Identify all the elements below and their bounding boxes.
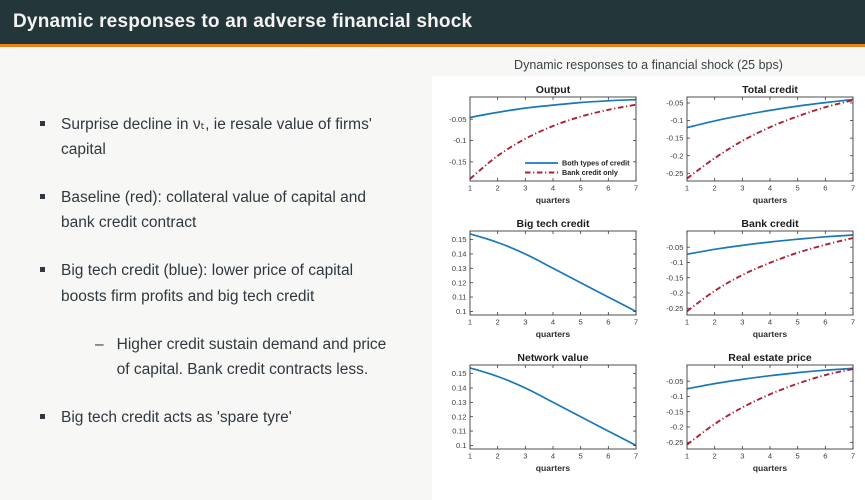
- figure-grid: [432, 84, 865, 486]
- chart-title: Network value: [517, 352, 589, 364]
- y-tick-label: -0.25: [665, 437, 684, 447]
- square-bullet-icon: [40, 267, 45, 272]
- x-tick-label: 4: [551, 183, 556, 193]
- plot-svg-real-estate-price: [649, 352, 865, 482]
- plot-svg-bank-credit: [649, 218, 865, 348]
- x-axis-label: quarters: [536, 195, 571, 205]
- bullet-item: [38, 258, 400, 308]
- y-tick-label: -0.15: [665, 273, 684, 283]
- chart-title: Real estate price: [728, 352, 812, 364]
- subplot-big-tech-credit: [432, 218, 649, 352]
- bullet-item: [38, 185, 400, 235]
- x-tick-label: 1: [684, 317, 689, 327]
- y-tick-label: 0.11: [452, 426, 467, 436]
- square-bullet-icon: [40, 414, 45, 419]
- y-tick-label: -0.2: [670, 288, 684, 298]
- subplot-bank-credit: [649, 218, 865, 352]
- y-tick-label: -0.1: [670, 258, 684, 268]
- y-tick-label: -0.1: [670, 116, 684, 126]
- x-tick-label: 4: [767, 183, 772, 193]
- x-tick-label: 2: [712, 183, 717, 193]
- subplot-real-estate-price: [649, 352, 865, 486]
- x-tick-label: 1: [684, 183, 689, 193]
- y-tick-label: 0.12: [451, 412, 467, 422]
- page-title: Dynamic responses to an adverse financial shock: [13, 11, 473, 32]
- y-tick-label: -0.2: [670, 151, 684, 161]
- y-tick-label: -0.1: [453, 136, 467, 146]
- x-tick-label: 2: [712, 317, 717, 327]
- chart-title: Total credit: [741, 84, 798, 96]
- x-axis-label: quarters: [536, 329, 571, 339]
- x-axis-label: quarters: [752, 463, 787, 473]
- plot-svg-total-credit: [649, 84, 865, 214]
- figure-caption: Dynamic responses to a financial shock (25 bps): [514, 58, 783, 72]
- x-tick-label: 6: [606, 183, 611, 193]
- y-tick-label: -0.25: [665, 303, 684, 313]
- x-tick-label: 3: [523, 183, 528, 193]
- x-tick-label: 5: [795, 183, 800, 193]
- x-tick-label: 7: [850, 451, 855, 461]
- plot-svg-output: [432, 84, 648, 214]
- x-tick-label: 3: [739, 317, 745, 327]
- plot-area: [687, 365, 853, 449]
- subplot-total-credit: [649, 84, 865, 218]
- bullet-item: [95, 332, 400, 382]
- x-tick-label: 4: [767, 317, 772, 327]
- x-tick-label: 1: [468, 183, 473, 193]
- y-tick-label: 0.15: [451, 235, 467, 245]
- subplot-output: [432, 84, 649, 218]
- x-tick-label: 4: [551, 451, 556, 461]
- x-tick-label: 4: [767, 451, 772, 461]
- y-tick-label: -0.05: [665, 376, 684, 386]
- y-tick-label: -0.15: [665, 407, 684, 417]
- accent-line: [0, 44, 865, 47]
- y-tick-label: 0.15: [451, 369, 467, 379]
- x-tick-label: 3: [739, 183, 745, 193]
- plot-svg-network-value: [432, 352, 648, 482]
- chart-title: Bank credit: [741, 218, 799, 230]
- x-tick-label: 5: [578, 317, 584, 327]
- y-tick-label: -0.2: [670, 422, 684, 432]
- x-tick-label: 5: [795, 317, 800, 327]
- figure-column: [432, 52, 865, 496]
- y-tick-label: -0.1: [670, 392, 684, 402]
- x-tick-label: 5: [578, 183, 584, 193]
- subplot-network-value: [432, 352, 649, 486]
- y-tick-label: 0.1: [456, 441, 467, 451]
- y-tick-label: 0.12: [451, 278, 467, 288]
- bullet-text: Higher credit sustain demand and price of capital. Bank credit contracts less.: [116, 335, 387, 378]
- y-tick-label: 0.14: [451, 383, 467, 393]
- y-tick-label: -0.05: [665, 242, 684, 252]
- y-tick-label: 0.13: [451, 263, 467, 273]
- dash-bullet-icon: –: [95, 335, 104, 353]
- plot-area: [470, 231, 636, 315]
- header-bar: [0, 0, 865, 44]
- x-axis-label: quarters: [752, 329, 787, 339]
- y-tick-label: 0.1: [456, 307, 467, 317]
- bullet-item: [38, 112, 400, 162]
- y-tick-label: 0.13: [451, 397, 467, 407]
- x-tick-label: 6: [822, 451, 828, 461]
- bullet-item: [38, 405, 400, 430]
- chart-title: Big tech credit: [516, 218, 590, 230]
- chart-title: Output: [536, 84, 571, 96]
- y-tick-label: -0.25: [665, 168, 684, 178]
- bullet-text: Surprise decline in νₜ, ie resale value of firms' capital: [61, 116, 372, 159]
- bullet-text: Big tech credit acts as 'spare tyre': [61, 408, 292, 426]
- x-tick-label: 5: [795, 451, 800, 461]
- x-tick-label: 3: [523, 451, 528, 461]
- x-tick-label: 7: [850, 317, 855, 327]
- square-bullet-icon: [40, 194, 45, 199]
- x-axis-label: quarters: [536, 463, 571, 473]
- x-tick-label: 4: [551, 317, 556, 327]
- x-tick-label: 7: [634, 183, 639, 193]
- bullet-text: Big tech credit (blue): lower price of capital boosts firm profits and big tech credit: [61, 262, 354, 305]
- x-tick-label: 2: [495, 317, 501, 327]
- y-tick-label: -0.05: [449, 114, 467, 124]
- y-tick-label: -0.15: [665, 133, 684, 143]
- x-tick-label: 3: [739, 451, 745, 461]
- y-tick-label: -0.15: [449, 157, 467, 167]
- x-tick-label: 1: [684, 451, 689, 461]
- x-tick-label: 7: [634, 451, 639, 461]
- x-tick-label: 2: [712, 451, 717, 461]
- legend-label: Both types of credit: [562, 158, 630, 168]
- plot-area: [470, 365, 636, 449]
- bullet-list: [38, 112, 400, 453]
- figure-panel: [432, 76, 865, 500]
- x-tick-label: 2: [495, 183, 501, 193]
- x-tick-label: 6: [822, 317, 828, 327]
- x-tick-label: 6: [606, 451, 611, 461]
- y-tick-label: 0.11: [452, 292, 467, 302]
- x-tick-label: 1: [468, 317, 473, 327]
- plot-svg-big-tech-credit: [432, 218, 648, 348]
- legend-label: Bank credit only: [562, 168, 619, 178]
- x-tick-label: 3: [523, 317, 528, 327]
- x-tick-label: 7: [850, 183, 855, 193]
- y-tick-label: 0.14: [451, 249, 467, 259]
- x-tick-label: 5: [578, 451, 584, 461]
- x-axis-label: quarters: [752, 195, 787, 205]
- x-tick-label: 6: [822, 183, 828, 193]
- y-tick-label: -0.05: [665, 98, 684, 108]
- x-tick-label: 7: [634, 317, 639, 327]
- x-tick-label: 2: [495, 451, 501, 461]
- x-tick-label: 1: [468, 451, 473, 461]
- bullet-text: Baseline (red): collateral value of capital and bank credit contract: [61, 189, 367, 232]
- x-tick-label: 6: [606, 317, 611, 327]
- square-bullet-icon: [40, 121, 45, 126]
